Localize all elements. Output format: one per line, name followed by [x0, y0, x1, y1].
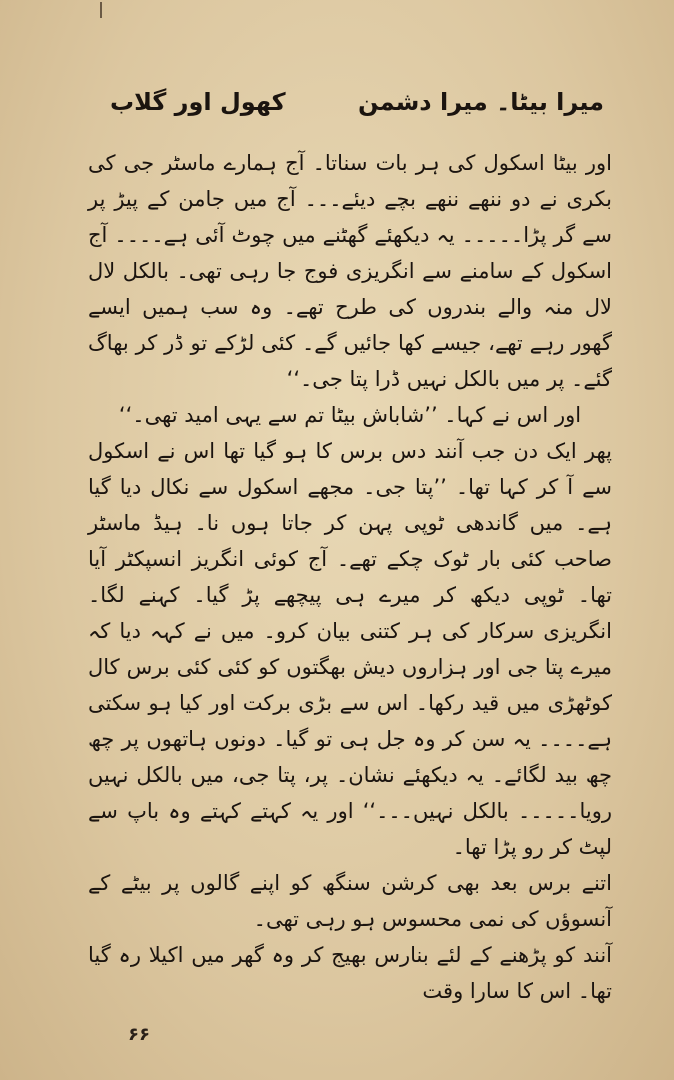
running-header: [110, 80, 604, 124]
paragraph: اور بیٹا اسکول کی ہر بات سناتا۔ آج ہمارے ماسٹر جی کی بکری نے دو ننھے ننھے بچے دیئے۔۔۔ آج میں جامن کے پیڑ پر سے گر پڑا۔۔۔۔۔ یہ دیکھئے گھٹنے میں چوٹ آئی ہے۔۔۔۔ آج اسکول کے سامنے سے انگریزی فوج جا رہی تھی۔ بالکل لال لال منہ والے بندروں کی طرح تھے۔ وہ سب ہمیں ایسے گھور رہے تھے، جیسے کھا جائیں گے۔ کئی لڑکے تو ڈر کر بھاگ گئے۔ پر میں بالکل نہیں ڈرا پتا جی۔‘‘: [88, 151, 612, 391]
paragraph: اور اس نے کہا۔ ’’شاباش بیٹا تم سے یہی امید تھی۔‘‘: [118, 403, 582, 427]
body-text: [88, 145, 612, 1009]
margin-mark: [100, 2, 102, 18]
paragraph: پھر ایک دن جب آنند دس برس کا ہو گیا تھا اس نے اسکول سے آ کر کہا تھا۔ ’’پتا جی۔ مجھے اسکول سے نکال دیا گیا ہے۔ میں گاندھی ٹوپی پہن کر جاتا ہوں نا۔ ہیڈ ماسٹر صاحب کئی بار ٹوک چکے تھے۔ آج کوئی انگریز انسپکٹر آیا تھا۔ ٹوپی دیکھ کر میرے ہی پیچھے پڑ گیا۔ کہنے لگا۔ انگریزی سرکار کی ہر کتنی بیان کرو۔ میں نے کہہ دیا کہ میرے پتا جی اور ہزاروں دیش بھگتوں کو کئی کئی برس کال کوٹھڑی میں قید رکھا۔ اس سے بڑی برکت اور کیا ہو سکتی ہے۔۔۔۔ یہ سن کر وہ جل ہی تو گیا۔ دونوں ہاتھوں پر چھ چھ بید لگائے۔ یہ دیکھئے نشان۔ پر، پتا جی، میں بالکل نہیں رویا۔۔۔۔۔ بالکل نہیں۔۔۔‘‘ اور یہ کہتے کہتے وہ باپ سے لپٹ کر رو پڑا تھا۔: [88, 439, 612, 859]
page-number: ۶۶: [128, 1024, 150, 1045]
paragraph: آنند کو پڑھنے کے لئے بنارس بھیج کر وہ گھر میں اکیلا رہ گیا تھا۔ اس کا سارا وقت: [88, 943, 612, 1003]
header-story-title: کھول اور گلاب: [110, 88, 286, 116]
header-book-title: میرا بیٹا۔ میرا دشمن: [358, 88, 604, 116]
paragraph: اتنے برس بعد بھی کرشن سنگھ کو اپنے گالوں پر بیٹے کے آنسوؤں کی نمی محسوس ہو رہی تھی۔: [88, 871, 612, 931]
